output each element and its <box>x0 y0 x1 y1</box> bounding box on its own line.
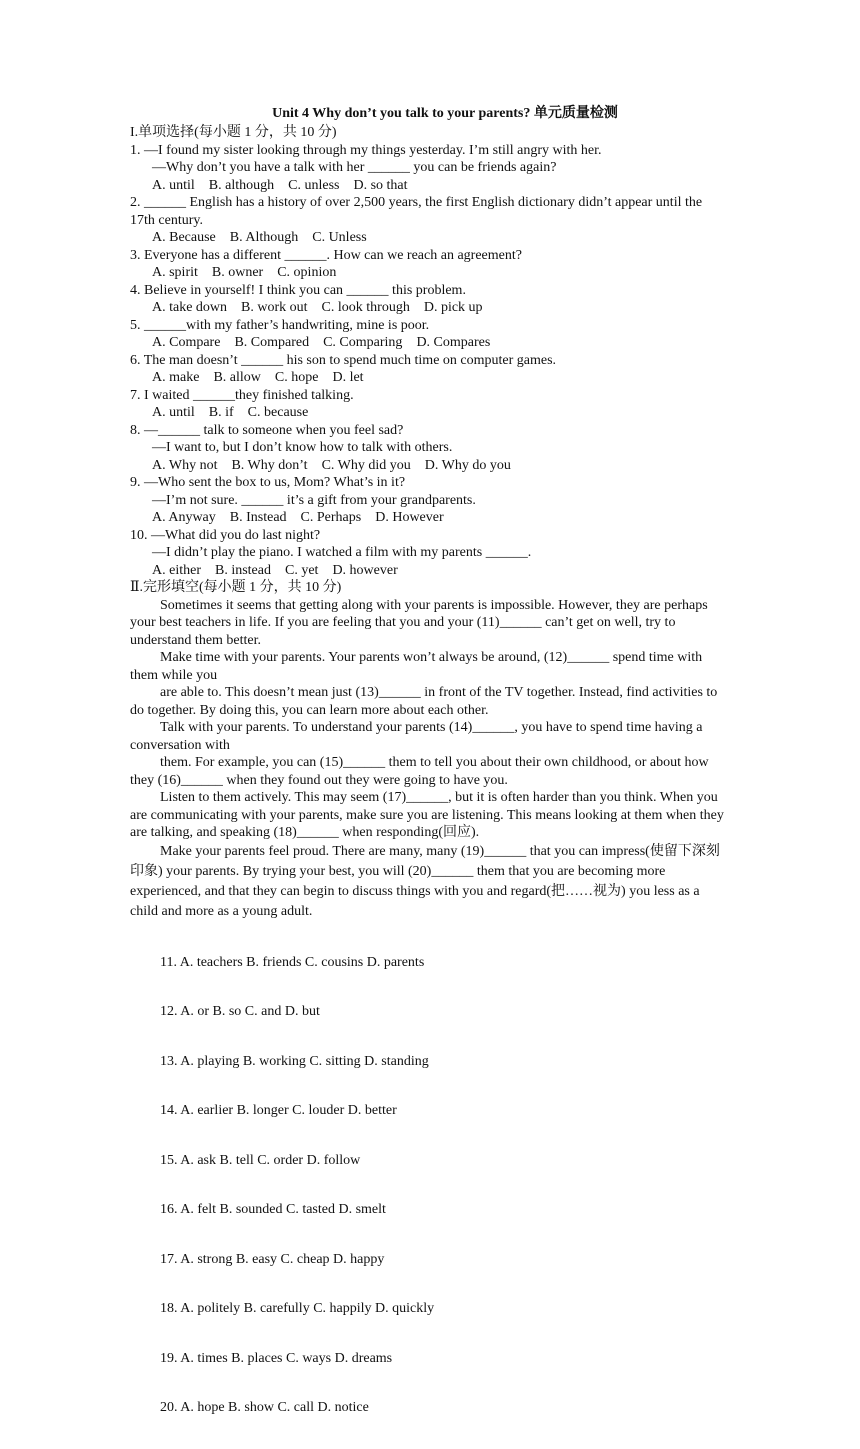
option-b: B. owner <box>211 265 264 280</box>
passage-paragraph: Talk with your parents. To understand your parents (14)______, you have to spend time having a conversation with <box>130 720 703 753</box>
section-2-heading: Ⅱ.完形填空(每小题 1 分，共 10 分) <box>130 580 342 595</box>
question-stem: 4. Believe in yourself! I think you can ______ this problem. <box>130 282 466 298</box>
cloze-option-row: 13. A. playing B. working C. sitting D. standing <box>160 1053 429 1069</box>
passage-paragraph: Make time with your parents. Your parents won’t always be around, (12)______ spend time with them while you <box>130 650 703 683</box>
cloze-option-row: 14. A. earlier B. longer C. louder D. better <box>160 1103 397 1118</box>
cloze-option-row: 11. A. teachers B. friends C. cousins D. parents <box>160 954 425 970</box>
option-c: C. Perhaps <box>300 510 362 525</box>
question-options <box>130 299 730 317</box>
question-reply: —I’m not sure. ______ it’s a gift from your grandparents. <box>152 492 476 508</box>
question-1 <box>130 142 730 195</box>
option-d: D. However <box>375 510 444 525</box>
option-c: C. yet <box>284 562 319 578</box>
question-stem: 1. —I found my sister looking through my things yesterday. I’m still angry with her. <box>130 142 602 158</box>
option-c: C. Comparing <box>323 335 403 350</box>
question-3 <box>130 247 730 282</box>
question-7 <box>130 387 730 422</box>
question-options <box>130 509 730 527</box>
option-a: A. take down <box>152 300 228 315</box>
passage-paragraph: Listen to them actively. This may seem (17)______, but it is often harder than you think. When you are communicating with your parents, make sure you are listening. This means looking at them when they are talking, and speaking (18)______ when responding(回应). <box>130 790 724 840</box>
option-b: B. although <box>208 177 275 193</box>
option-a: A. Anyway <box>152 510 216 525</box>
option-c: C. hope <box>274 370 319 385</box>
question-options <box>130 229 730 247</box>
question-9 <box>130 474 730 527</box>
question-2 <box>130 194 730 247</box>
question-options <box>130 334 730 352</box>
option-d: D. so that <box>353 177 408 193</box>
option-d: D. however <box>332 562 398 578</box>
question-options <box>130 404 730 422</box>
question-reply: —Why don’t you have a talk with her ______ you can be friends again? <box>152 160 557 175</box>
passage-paragraph: them. For example, you can (15)______ them to tell you about their own childhood, or about how they (16)______ when they found out they were going to have you. <box>130 755 709 788</box>
question-stem: 8. —______ talk to someone when you feel sad? <box>130 422 404 438</box>
option-b: B. Why don’t <box>231 457 308 473</box>
question-stem: 3. Everyone has a different ______. How can we reach an agreement? <box>130 247 522 263</box>
question-reply: —I want to, but I don’t know how to talk with others. <box>152 440 453 455</box>
question-reply: —I didn’t play the piano. I watched a film with my parents ______. <box>152 545 532 560</box>
option-b: B. allow <box>213 370 261 385</box>
section-1-heading: I.单项选择(每小题 1 分，共 10 分) <box>130 125 337 140</box>
question-stem: 5. ______with my father’s handwriting, mine is poor. <box>130 317 430 333</box>
cloze-option-row: 15. A. ask B. tell C. order D. follow <box>160 1152 361 1168</box>
option-c: C. Why did you <box>321 457 411 473</box>
option-d: D. Compares <box>416 335 491 350</box>
question-5 <box>130 317 730 352</box>
question-stem: 10. —What did you do last night? <box>130 527 321 543</box>
cloze-options <box>130 922 730 1449</box>
question-stem: 7. I waited ______they finished talking. <box>130 387 354 403</box>
cloze-option-row: 16. A. felt B. sounded C. tasted D. smelt <box>160 1202 386 1217</box>
option-c: C. unless <box>288 177 340 193</box>
page-title: Unit 4 Why don’t you talk to your parents? 单元质量检测 <box>272 106 618 121</box>
option-b: B. if <box>208 405 234 420</box>
passage-paragraph: Sometimes it seems that getting along with your parents is impossible. However, they are perhaps your best teachers in life. If you are feeling that you and your (11)______ can’t get on well, try to understand them better. <box>130 597 708 648</box>
question-4 <box>130 282 730 317</box>
option-c: C. because <box>247 405 309 420</box>
passage-paragraph: are able to. This doesn’t mean just (13)______ in front of the TV together. Instead, find activities to do together. By doing this, you can learn more about each other. <box>130 685 718 718</box>
question-options <box>130 457 730 475</box>
cloze-option-row: 17. A. strong B. easy C. cheap D. happy <box>160 1251 385 1267</box>
cloze-option-row: 19. A. times B. places C. ways D. dreams <box>160 1350 393 1366</box>
cloze-passage <box>130 597 730 922</box>
cloze-option-row: 12. A. or B. so C. and D. but <box>160 1004 320 1019</box>
option-a: A. Because <box>152 230 216 245</box>
question-options <box>130 177 730 195</box>
option-c: C. opinion <box>277 265 337 280</box>
option-a: A. Compare <box>152 335 221 350</box>
option-a: A. make <box>152 370 200 385</box>
question-stem: 2. ______ English has a history of over 2,500 years, the first English dictionary didn’t appear until the 17th century. <box>130 195 703 228</box>
option-b: B. Although <box>229 230 299 245</box>
question-8 <box>130 422 730 475</box>
question-options <box>130 264 730 282</box>
cloze-option-row: 20. A. hope B. show C. call D. notice <box>160 1400 369 1415</box>
option-b: B. Compared <box>234 335 310 350</box>
option-d: D. Why do you <box>424 457 511 473</box>
option-b: B. work out <box>241 300 308 315</box>
option-d: D. let <box>332 370 364 385</box>
option-c: C. Unless <box>312 230 367 245</box>
question-options <box>130 562 730 580</box>
option-a: A. Why not <box>152 457 218 473</box>
cloze-option-row: 18. A. politely B. carefully C. happily D. quickly <box>160 1301 435 1316</box>
option-b: B. Instead <box>229 510 287 525</box>
option-c: C. look through <box>321 300 410 315</box>
question-6 <box>130 352 730 387</box>
question-10 <box>130 527 730 580</box>
option-a: A. until <box>152 177 195 193</box>
question-stem: 6. The man doesn’t ______ his son to spend much time on computer games. <box>130 352 557 368</box>
question-stem: 9. —Who sent the box to us, Mom? What’s in it? <box>130 475 406 490</box>
option-d: D. pick up <box>423 300 483 315</box>
question-options <box>130 369 730 387</box>
option-a: A. until <box>152 405 195 420</box>
option-b: B. instead <box>214 562 271 578</box>
option-a: A. spirit <box>152 265 198 280</box>
passage-paragraph: Make your parents feel proud. There are many, many (19)______ that you can impress(使留下深刻印象) your parents. By trying your best, you will (20)______ them that you are becoming more experienced, and that they can begin to discuss things with you and regard(把……视为) you less as a child and more as a young adult. <box>130 843 720 919</box>
worksheet-page <box>130 103 730 1449</box>
option-a: A. either <box>152 562 201 578</box>
